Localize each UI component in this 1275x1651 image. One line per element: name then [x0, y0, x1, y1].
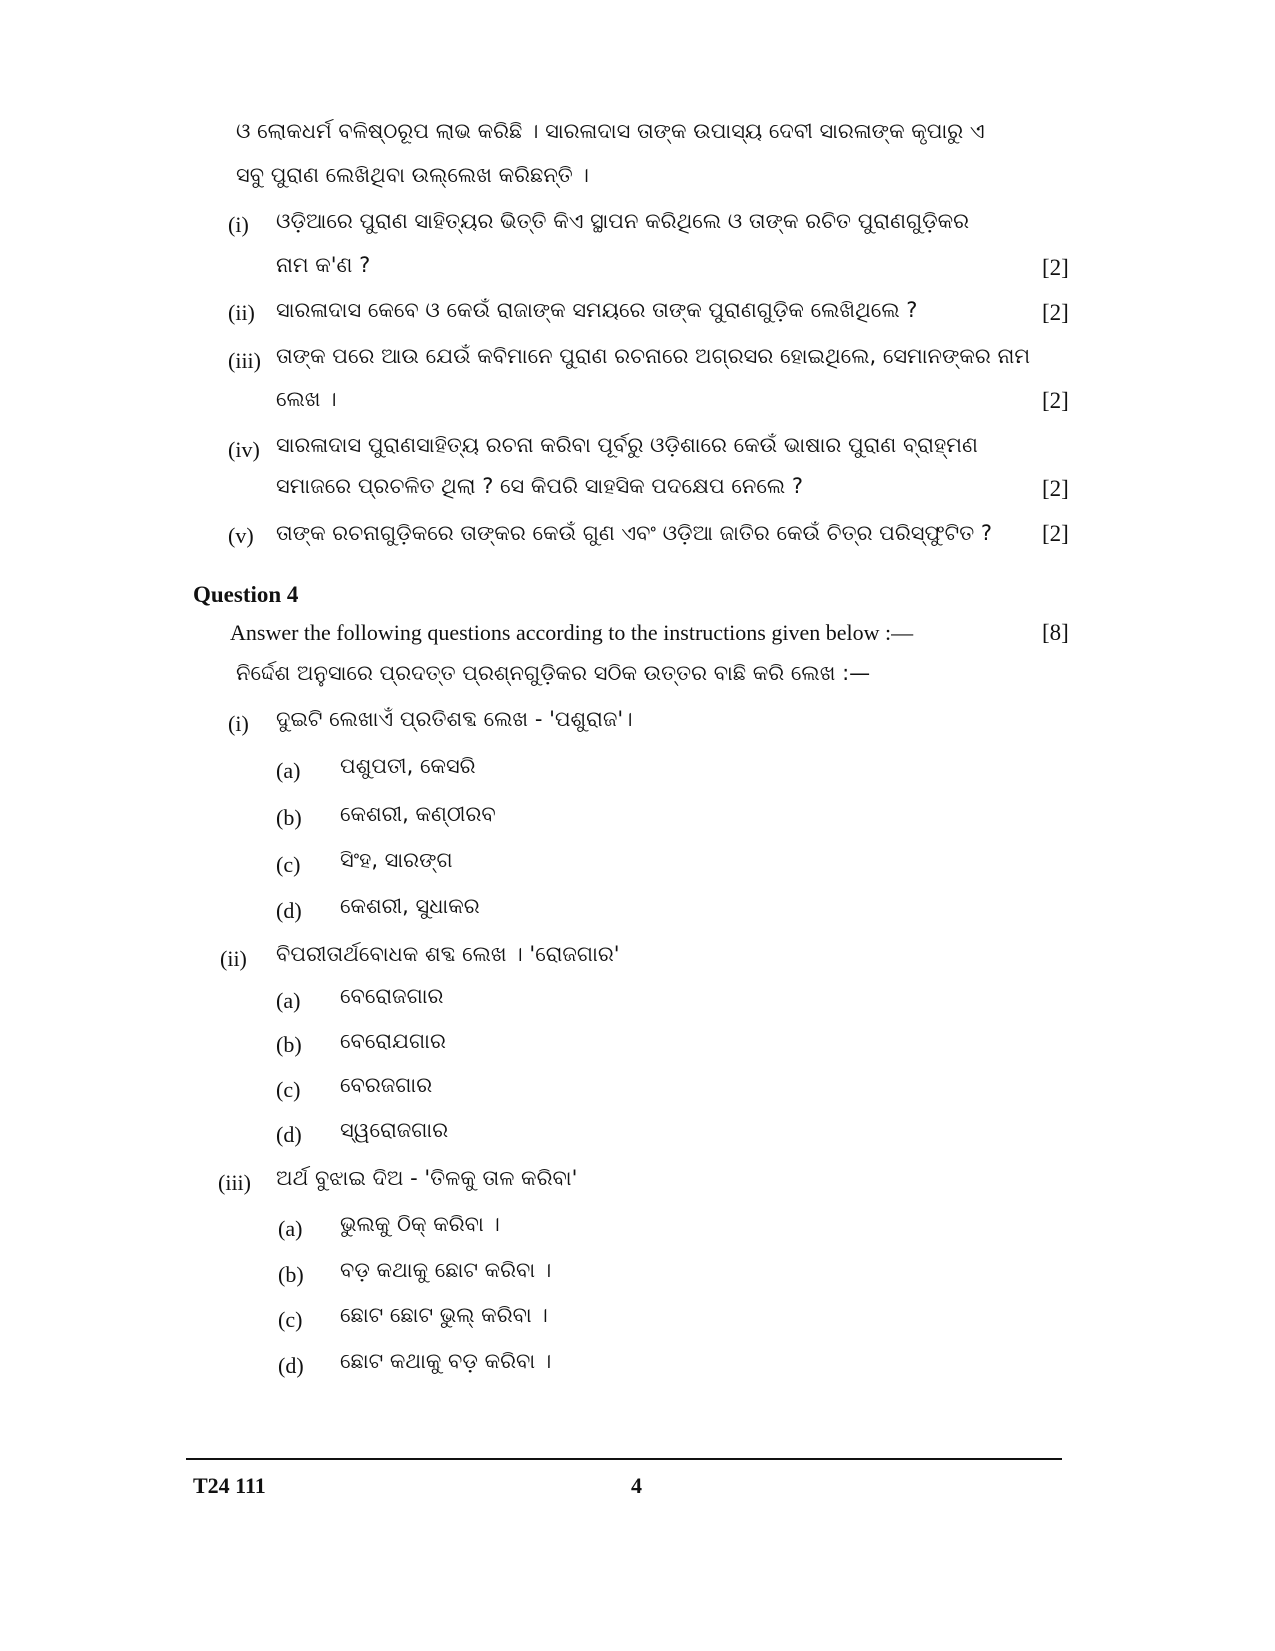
passage-line: ଓ ଲୋକଧର୍ମ ବଳିଷ୍ଠରୂପ ଲାଭ କରିଛି । ସାରଳାଦାସ ତାଙ୍କ ଉପାସ୍ୟ ଦେବୀ ସାରଳାଙ୍କ କୃପାରୁ ଏ — [236, 119, 985, 143]
option-text: ସ୍ୱରୋଜଗାର — [340, 1118, 449, 1142]
option-text: ବେରୋଜଗାର — [340, 984, 444, 1008]
subquestion-text: ସାରଳାଦାସ କେବେ ଓ କେଉଁ ରାଜାଙ୍କ ସମୟରେ ତାଙ୍କ ପୁରାଣଗୁଡ଼ିକ ଲେଖିଥିଲେ ? — [276, 298, 918, 322]
footer-divider — [186, 1458, 1062, 1460]
question-heading: Question 4 — [193, 582, 299, 607]
option-text: ଭୁଲକୁ ଠିକ୍ କରିବା । — [340, 1212, 500, 1236]
marks-label: [8] — [1042, 620, 1069, 645]
option-label: (a) — [278, 1216, 303, 1241]
instruction-english: Answer the following questions according to the instructions given below :— — [230, 620, 914, 645]
marks-label: [2] — [1042, 476, 1069, 501]
subquestion-text: ତାଙ୍କ ରଚନାଗୁଡ଼ିକରେ ତାଙ୍କର କେଉଁ ଗୁଣ ଏବଂ ଓଡ଼ିଆ ଜାତିର କେଉଁ ଚିତ୍ର ପରିସ୍ଫୁଟିତ ? — [276, 521, 992, 545]
option-label: (d) — [278, 1353, 304, 1378]
marks-label: [2] — [1042, 521, 1069, 546]
option-text: କେଶରୀ, କଣ୍ଠୀରବ — [340, 802, 496, 826]
subquestion-text: ବିପରୀତାର୍ଥବୋଧକ ଶବ୍ଦ ଲେଖ । 'ରୋଜଗାର' — [276, 942, 620, 966]
option-text: ସିଂହ, ସାରଙ୍ଗ — [340, 848, 453, 872]
option-label: (c) — [276, 852, 301, 877]
subquestion-number: (v) — [228, 523, 254, 548]
option-text: ବଡ଼ କଥାକୁ ଛୋଟ କରିବା । — [340, 1258, 552, 1282]
subquestion-text: ଲେଖ । — [276, 387, 337, 411]
subquestion-number: (i) — [228, 212, 249, 237]
subquestion-number: (ii) — [220, 946, 247, 971]
option-text: ବେରଜଗାର — [340, 1073, 433, 1097]
marks-label: [2] — [1042, 388, 1069, 413]
option-text: ଛୋଟ କଥାକୁ ବଡ଼ କରିବା । — [340, 1349, 552, 1373]
option-label: (d) — [276, 898, 302, 923]
option-label: (a) — [276, 758, 301, 783]
marks-label: [2] — [1042, 255, 1069, 280]
marks-label: [2] — [1042, 300, 1069, 325]
option-label: (c) — [276, 1077, 301, 1102]
instruction-odia: ନିର୍ଦ୍ଦେଶ ଅନୁସାରେ ପ୍ରଦତ୍ତ ପ୍ରଶ୍ନଗୁଡ଼ିକର ସଠିକ ଉତ୍ତର ବାଛି କରି ଲେଖ :— — [236, 661, 871, 685]
subquestion-text: ଅର୍ଥ ବୁଝାଇ ଦିଅ - 'ତିଳକୁ ତାଳ କରିବା' — [276, 1166, 578, 1190]
subquestion-text: ସାରଳାଦାସ ପୁରାଣସାହିତ୍ୟ ରଚନା କରିବା ପୂର୍ବରୁ ଓଡ଼ିଶାରେ କେଉଁ ଭାଷାର ପୁରାଣ ବ୍ରାହ୍ମଣ — [276, 433, 978, 457]
subquestion-text: ଦୁଇଟି ଲେଖାଏଁ ପ୍ରତିଶବ୍ଦ ଲେଖ - 'ପଶୁରାଜ'। — [276, 707, 633, 731]
option-label: (d) — [276, 1122, 302, 1147]
passage-line: ସବୁ ପୁରାଣ ଲେଖିଥିବା ଉଲ୍ଲେଖ କରିଛନ୍ତି । — [236, 163, 589, 187]
option-label: (b) — [276, 1032, 302, 1057]
subquestion-text: ତାଙ୍କ ପରେ ଆଉ ଯେଉଁ କବିମାନେ ପୁରାଣ ରଚନାରେ ଅଗ୍ରସର ହୋଇଥିଲେ, ସେମାନଙ୍କର ନାମ — [276, 344, 1031, 368]
option-label: (b) — [276, 805, 302, 830]
subquestion-text: ନାମ କ'ଣ ? — [276, 253, 371, 277]
option-text: ଛୋଟ ଛୋଟ ଭୁଲ୍ କରିବା । — [340, 1303, 548, 1327]
option-text: ପଶୁପତୀ, କେସରି — [340, 754, 476, 778]
subquestion-number: (iii) — [218, 1170, 251, 1195]
subquestion-text: ସମାଜରେ ପ୍ରଚଳିତ ଥିଲା ? ସେ କିପରି ସାହସିକ ପଦକ୍ଷେପ ନେଲେ ? — [276, 474, 803, 498]
page-number: 4 — [631, 1473, 642, 1498]
option-text: କେଶରୀ, ସୁଧାକର — [340, 894, 480, 918]
option-label: (c) — [278, 1307, 303, 1332]
subquestion-number: (iv) — [228, 437, 260, 462]
paper-code: T24 111 — [193, 1473, 266, 1498]
option-text: ବେରୋଯଗାର — [340, 1029, 446, 1053]
subquestion-number: (ii) — [228, 300, 255, 325]
option-label: (a) — [276, 988, 301, 1013]
subquestion-number: (i) — [228, 711, 249, 736]
subquestion-number: (iii) — [228, 348, 261, 373]
option-label: (b) — [278, 1262, 304, 1287]
subquestion-text: ଓଡ଼ିଆରେ ପୁରାଣ ସାହିତ୍ୟର ଭିତ୍ତି କିଏ ସ୍ଥାପନ କରିଥିଲେ ଓ ତାଙ୍କ ରଚିତ ପୁରାଣଗୁଡ଼ିକର — [276, 209, 970, 233]
